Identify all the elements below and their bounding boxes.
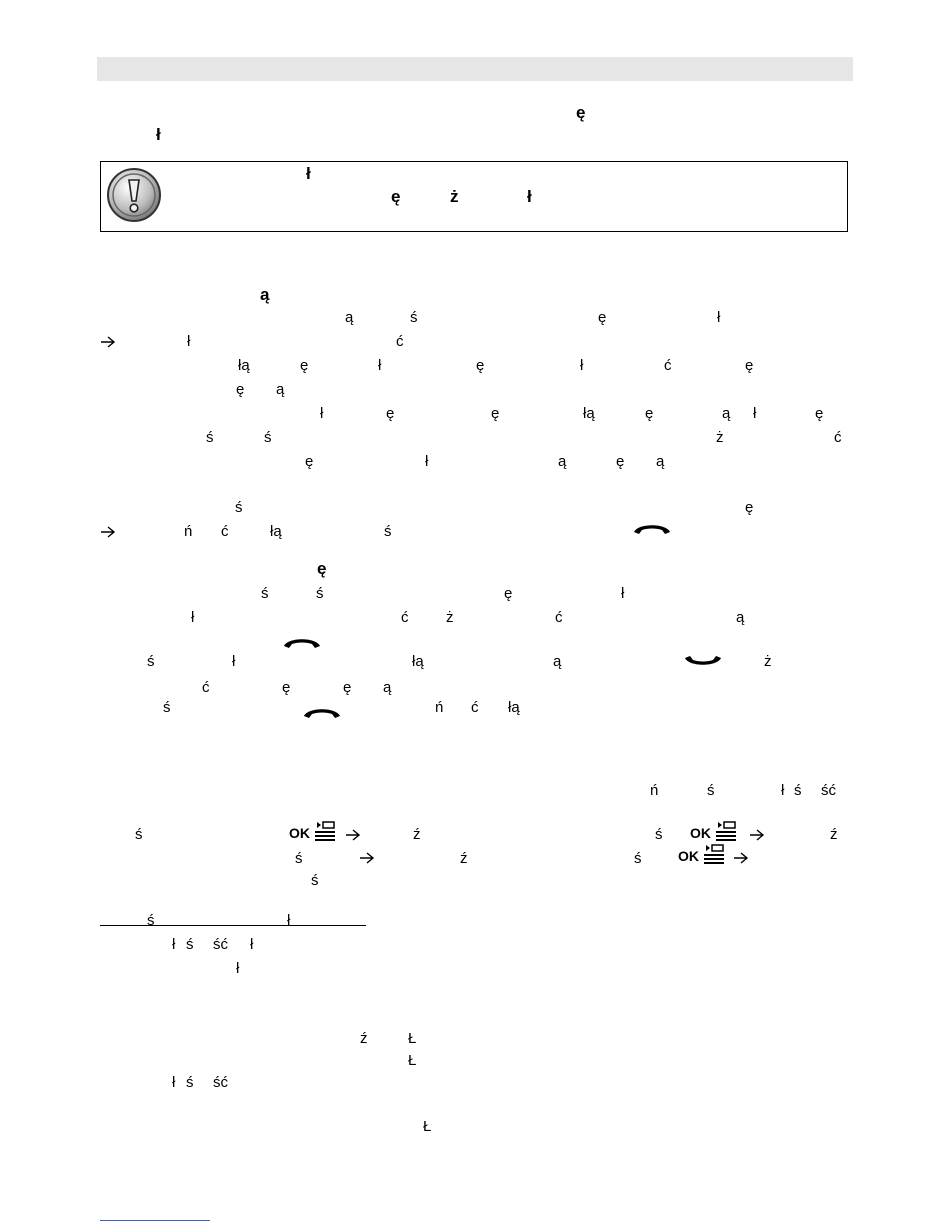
text-glyph: łą <box>270 523 282 540</box>
text-glyph: ł <box>580 357 584 374</box>
text-glyph: ź <box>413 826 421 843</box>
text-glyph: ś <box>261 585 269 602</box>
right-arrow-icon <box>100 525 116 539</box>
text-glyph: ę <box>504 585 513 602</box>
text-glyph: ę <box>300 357 309 374</box>
menu-icon <box>714 821 738 841</box>
text-glyph: ą <box>276 381 285 398</box>
text-glyph: ś <box>163 699 171 716</box>
text-glyph: ś <box>186 1074 194 1091</box>
text-glyph: ś <box>186 936 194 953</box>
header-band <box>97 57 853 81</box>
text-glyph: Ł <box>408 1030 417 1047</box>
text-glyph: ę <box>236 381 245 398</box>
text-glyph: Ł <box>423 1118 432 1135</box>
text-glyph: ą <box>260 285 270 304</box>
text-glyph: ś <box>311 872 319 889</box>
text-glyph: ą <box>656 453 665 470</box>
text-glyph: łą <box>238 357 250 374</box>
text-glyph: ł <box>425 453 429 470</box>
text-glyph: ą <box>553 653 562 670</box>
text-glyph: ę <box>616 453 625 470</box>
right-arrow-icon <box>749 828 765 842</box>
text-glyph: ż <box>446 609 454 626</box>
text-glyph: ś <box>655 826 663 843</box>
text-glyph: ń <box>650 782 659 799</box>
text-glyph: ć <box>664 357 672 374</box>
text-glyph: ś <box>147 912 155 929</box>
text-glyph: ń <box>184 523 193 540</box>
ok-key-label: OK <box>289 825 310 841</box>
text-glyph: ą <box>383 679 392 696</box>
phone-handset-icon <box>683 654 723 668</box>
text-glyph: ź <box>360 1030 368 1047</box>
exclamation-warning-icon <box>106 167 162 223</box>
ok-key-label: OK <box>678 848 699 864</box>
text-glyph: ą <box>736 609 745 626</box>
text-glyph: ł <box>621 585 625 602</box>
text-glyph: ś <box>235 499 243 516</box>
text-glyph: ł <box>191 609 195 626</box>
text-glyph: ę <box>491 405 500 422</box>
text-glyph: ł <box>306 164 311 183</box>
text-glyph: ę <box>815 405 824 422</box>
footer-rule <box>100 1220 210 1221</box>
text-glyph: łą <box>508 699 520 716</box>
text-glyph: ł <box>287 912 291 929</box>
text-glyph: ć <box>471 699 479 716</box>
right-arrow-icon <box>359 851 375 865</box>
ok-key-label: OK <box>690 825 711 841</box>
text-glyph: ł <box>236 960 240 977</box>
text-glyph: ę <box>317 559 327 578</box>
text-glyph: ń <box>435 699 444 716</box>
text-glyph: ł <box>187 333 191 350</box>
right-arrow-icon <box>345 828 361 842</box>
text-glyph: ć <box>834 429 842 446</box>
text-glyph: ż <box>716 429 724 446</box>
menu-icon <box>702 844 726 864</box>
text-glyph: ą <box>722 405 731 422</box>
right-arrow-icon <box>100 335 116 349</box>
text-glyph: ś <box>147 653 155 670</box>
text-glyph: ł <box>527 187 532 206</box>
text-glyph: ł <box>753 405 757 422</box>
text-glyph: ć <box>555 609 563 626</box>
text-glyph: ź <box>460 850 468 867</box>
text-glyph: ś <box>794 782 802 799</box>
text-glyph: ę <box>391 187 401 206</box>
text-glyph: ś <box>264 429 272 446</box>
text-glyph: ś <box>295 850 303 867</box>
text-glyph: ć <box>396 333 404 350</box>
text-glyph: ż <box>450 187 459 206</box>
text-glyph: ć <box>401 609 409 626</box>
text-glyph: ść <box>821 782 836 799</box>
right-arrow-icon <box>733 851 749 865</box>
text-glyph: ść <box>213 1074 228 1091</box>
text-glyph: ę <box>386 405 395 422</box>
text-glyph: ś <box>410 309 418 326</box>
text-glyph: ę <box>343 679 352 696</box>
text-glyph: ę <box>745 357 754 374</box>
text-glyph: ł <box>717 309 721 326</box>
text-glyph: ł <box>781 782 785 799</box>
text-glyph: ę <box>598 309 607 326</box>
text-glyph: ś <box>384 523 392 540</box>
text-glyph: ł <box>232 653 236 670</box>
text-glyph: ą <box>345 309 354 326</box>
text-glyph: ś <box>634 850 642 867</box>
note-box <box>100 161 848 232</box>
text-glyph: łą <box>412 653 424 670</box>
text-glyph: ł <box>320 405 324 422</box>
text-glyph: ł <box>250 936 254 953</box>
text-glyph: Ł <box>408 1052 417 1069</box>
text-glyph: ł <box>156 125 161 144</box>
text-glyph: ść <box>213 936 228 953</box>
text-glyph: ę <box>645 405 654 422</box>
text-glyph: ż <box>764 653 772 670</box>
text-glyph: ś <box>707 782 715 799</box>
text-glyph: ł <box>378 357 382 374</box>
text-glyph: ł <box>172 936 176 953</box>
text-glyph: ź <box>830 826 838 843</box>
text-glyph: ę <box>576 103 586 122</box>
text-glyph: ę <box>305 453 314 470</box>
text-glyph: ś <box>135 826 143 843</box>
text-glyph: łą <box>583 405 595 422</box>
text-glyph: ś <box>316 585 324 602</box>
text-glyph: ć <box>221 523 229 540</box>
section-divider <box>100 925 366 926</box>
text-glyph: ł <box>172 1074 176 1091</box>
text-glyph: ę <box>282 679 291 696</box>
text-glyph: ś <box>206 429 214 446</box>
menu-icon <box>313 821 337 841</box>
phone-hang-up-icon <box>302 706 342 720</box>
text-glyph: ć <box>202 679 210 696</box>
phone-hang-up-icon <box>282 636 322 650</box>
text-glyph: ę <box>476 357 485 374</box>
phone-hang-up-icon <box>632 522 672 536</box>
text-glyph: ą <box>558 453 567 470</box>
text-glyph: ę <box>745 499 754 516</box>
